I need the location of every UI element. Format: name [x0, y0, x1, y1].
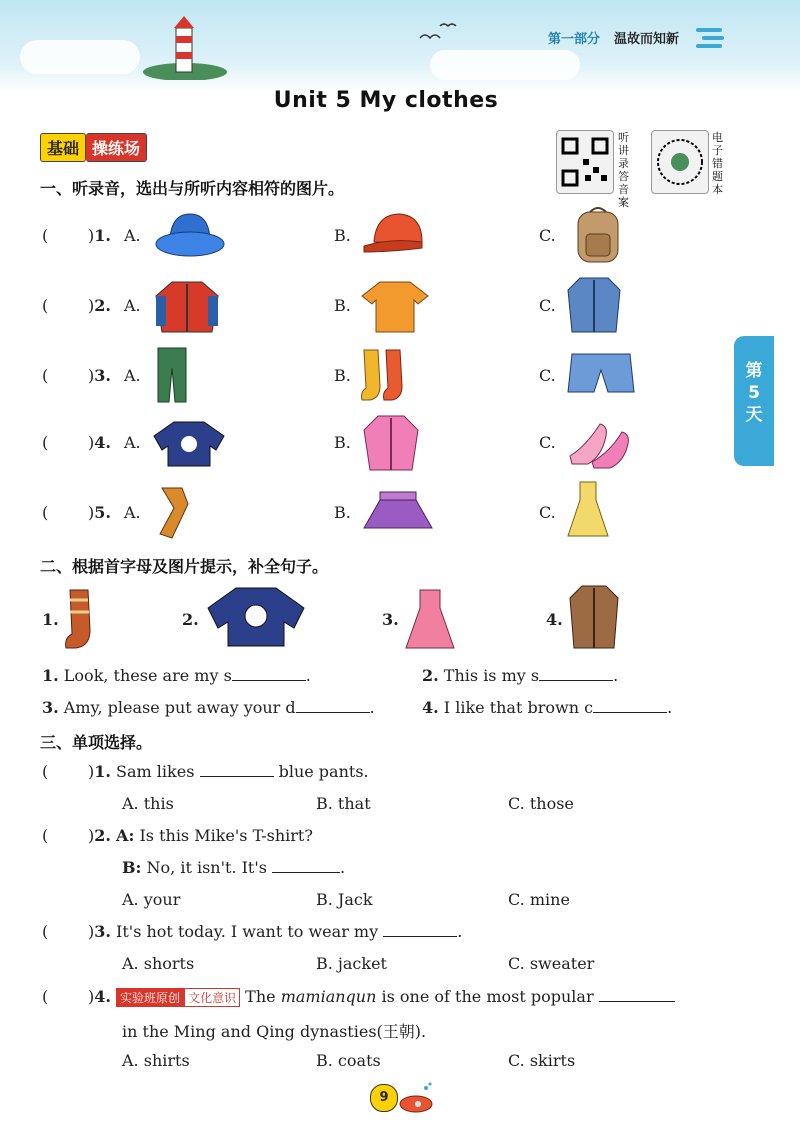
fill-sentence-2: 2. This is my s .	[422, 666, 619, 685]
bear-sweater-icon	[204, 584, 308, 650]
mc-question-4: )4. 实验班原创 文化意识 The mamianqun is one of the most popular	[88, 987, 675, 1007]
header-part: 第一部分	[548, 32, 601, 47]
fill-sentence-3: 3. Amy, please put away your d .	[42, 698, 375, 717]
answer-blank[interactable]	[383, 922, 457, 937]
pink-shoes-icon[interactable]	[566, 416, 632, 470]
option-c-label: C.	[539, 226, 556, 245]
mc-question-3: )3. It's hot today. I want to wear my .	[88, 922, 463, 941]
answer-blank[interactable]	[200, 762, 274, 777]
option-c[interactable]: C. skirts	[508, 1051, 576, 1070]
answer-paren[interactable]: (	[42, 826, 49, 845]
option-b[interactable]: B. coats	[316, 1051, 381, 1070]
lighthouse-icon	[140, 10, 230, 80]
section-badge	[40, 133, 147, 162]
question-number: )5.	[88, 503, 111, 522]
qr-label-left: 听讲录答音案	[618, 131, 629, 209]
fill-sentence-4: 4. I like that brown c .	[422, 698, 673, 717]
answer-blank[interactable]	[296, 698, 370, 713]
day-tab-line3: 天	[745, 405, 763, 425]
original-tag: 实验班原创	[116, 988, 184, 1007]
striped-socks-icon	[62, 586, 110, 652]
day-tab-line2: 5	[748, 383, 760, 403]
answer-blank[interactable]	[272, 858, 340, 873]
option-a[interactable]: A. shirts	[122, 1051, 190, 1070]
jacket-icon[interactable]	[152, 276, 222, 336]
header-section: 温故而知新	[614, 32, 680, 47]
backpack-icon[interactable]	[566, 204, 630, 266]
option-b-label: B.	[334, 503, 351, 522]
option-b-label: B.	[334, 226, 351, 245]
option-c-label: C.	[539, 366, 556, 385]
mc-question-4-cont: in the Ming and Qing dynasties(王朝).	[122, 1022, 427, 1041]
day-tab-line1: 第	[745, 361, 763, 381]
option-a-label: A.	[124, 366, 141, 385]
option-b[interactable]: B. Jack	[316, 890, 373, 909]
option-a-label: A.	[124, 503, 141, 522]
question-number: )2.	[88, 296, 111, 315]
denim-jacket-icon[interactable]	[566, 274, 622, 336]
option-c[interactable]: C. sweater	[508, 954, 595, 973]
qr-icon	[557, 131, 613, 193]
qr-code-wrongbook[interactable]	[651, 130, 709, 194]
option-c[interactable]: C. mine	[508, 890, 570, 909]
option-a-label: A.	[124, 226, 141, 245]
answer-blank[interactable]	[232, 666, 306, 681]
option-b-label: B.	[334, 433, 351, 452]
option-c-label: C.	[539, 503, 556, 522]
page-title: Unit 5 My clothes	[273, 88, 499, 113]
option-b[interactable]: B. that	[316, 794, 371, 813]
option-c-label: C.	[539, 296, 556, 315]
question-number: )1.	[88, 226, 111, 245]
red-cap-icon[interactable]	[360, 208, 434, 264]
answer-paren[interactable]: (	[42, 433, 49, 452]
cloud	[20, 40, 140, 74]
option-b-label: B.	[334, 296, 351, 315]
green-pants-icon[interactable]	[152, 344, 192, 406]
answer-blank[interactable]	[539, 666, 613, 681]
answer-paren[interactable]: (	[42, 226, 49, 245]
socks-icon[interactable]	[358, 346, 412, 406]
option-a[interactable]: A. shorts	[122, 954, 195, 973]
skirt-icon[interactable]	[360, 488, 436, 532]
day-tab[interactable]	[734, 336, 774, 466]
mc-question-2: )2. A: Is this Mike's T-shirt?	[88, 826, 313, 845]
shorts-icon[interactable]	[566, 348, 636, 398]
option-a-label: A.	[124, 433, 141, 452]
answer-paren[interactable]: (	[42, 987, 49, 1006]
badge-left: 基础	[40, 133, 86, 162]
page-number: 9	[370, 1084, 398, 1112]
option-a[interactable]: A. this	[122, 794, 174, 813]
orange-t-shirt-icon[interactable]	[360, 278, 430, 336]
answer-blank[interactable]	[593, 698, 667, 713]
bucket-hat-icon[interactable]	[152, 208, 226, 264]
answer-paren[interactable]: (	[42, 762, 49, 781]
option-a[interactable]: A. your	[122, 890, 181, 909]
cloud	[430, 50, 580, 80]
fill-sentence-1: 1. Look, these are my s .	[42, 666, 311, 685]
option-b-label: B.	[334, 366, 351, 385]
picture-label: 4.	[546, 610, 563, 629]
picture-label: 1.	[42, 610, 59, 629]
question-number: )4.	[88, 433, 111, 452]
mc-question-1: )1. Sam likes blue pants.	[88, 762, 369, 781]
section2-title: 二、根据首字母及图片提示，补全句子。	[40, 557, 329, 576]
badge-right: 操练场	[86, 133, 147, 162]
answer-paren[interactable]: (	[42, 366, 49, 385]
qr-icon	[652, 131, 708, 193]
pink-coat-icon[interactable]	[360, 412, 422, 474]
brown-coat-icon	[568, 582, 620, 652]
bird-icon	[418, 20, 458, 42]
answer-paren[interactable]: (	[42, 296, 49, 315]
pink-dress-icon	[402, 584, 458, 652]
picture-label: 2.	[182, 610, 199, 629]
question-number: )3.	[88, 366, 111, 385]
answer-blank[interactable]	[599, 987, 675, 1002]
answer-paren[interactable]: (	[42, 503, 49, 522]
option-c[interactable]: C. those	[508, 794, 574, 813]
submarine-icon	[396, 1080, 436, 1116]
scarf-icon[interactable]	[152, 484, 198, 542]
dress-icon[interactable]	[566, 478, 610, 540]
section3-title: 三、单项选择。	[40, 733, 153, 752]
answer-paren[interactable]: (	[42, 922, 49, 941]
mc-question-2-reply: B: No, it isn't. It's .	[122, 858, 346, 877]
option-b[interactable]: B. jacket	[316, 954, 387, 973]
picture-label: 3.	[382, 610, 399, 629]
section1-title: 一、听录音，选出与所听内容相符的图片。	[40, 179, 345, 198]
option-a-label: A.	[124, 296, 141, 315]
option-c-label: C.	[539, 433, 556, 452]
header-logo-icon	[694, 24, 726, 50]
sweater-icon[interactable]	[152, 418, 226, 470]
qr-label-right: 电子错题本	[712, 131, 723, 196]
qr-code-listen[interactable]	[556, 130, 614, 194]
culture-tag: 文化意识	[184, 988, 240, 1007]
